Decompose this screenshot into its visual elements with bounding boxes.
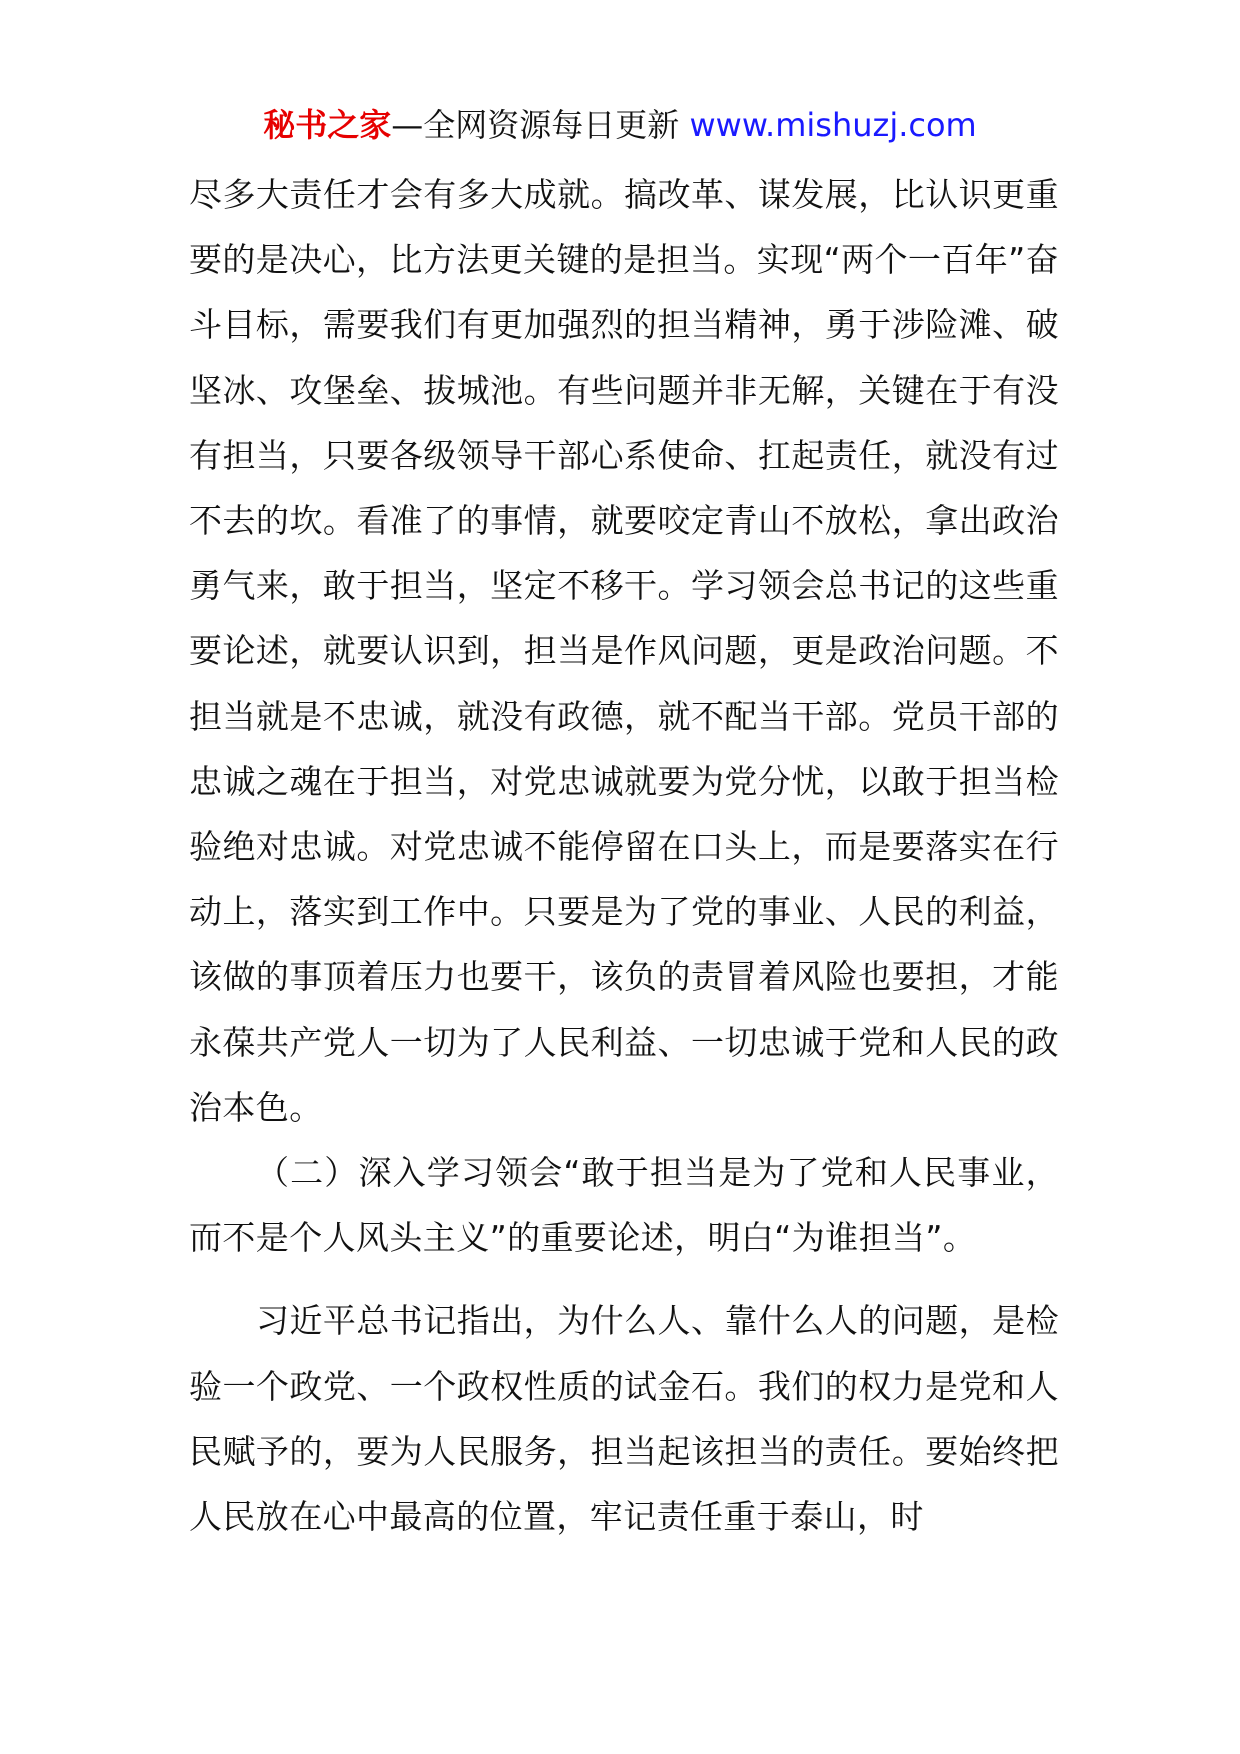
header-tagline: —全网资源每日更新 — [391, 106, 680, 144]
page-header — [0, 100, 1240, 150]
header-url-link[interactable]: www.mishuzj.com — [689, 106, 977, 144]
document-body — [189, 162, 1059, 1549]
paragraph-body: 习近平总书记指出，为什么人、靠什么人的问题，是检验一个政党、一个政权性质的试金石。我们的权力是党和人民赋予的，要为人民服务，担当起该担当的责任。要始终把人民放在心中最高的位置，牢记责任重于泰山，时 — [189, 1301, 1059, 1537]
header-brand: 秘书之家 — [263, 106, 392, 144]
section-heading-2: （二）深入学习领会“敢于担当是为了党和人民事业，而不是个人风头主义”的重要论述，明白“为谁担当”。 — [189, 1153, 1059, 1258]
paragraph-continued: 尽多大责任才会有多大成就。搞改革、谋发展，比认识更重要的是决心，比方法更关键的是担当。实现“两个一百年”奋斗目标，需要我们有更加强烈的担当精神，勇于涉险滩、破坚冰、攻堡垒、拔城池。有些问题并非无解，关键在于有没有担当，只要各级领导干部心系使命、扛起责任，就没有过不去的坎。看准了的事情，就要咬定青山不放松，拿出政治勇气来，敢于担当，坚定不移干。学习领会总书记的这些重要论述，就要认识到，担当是作风问题，更是政治问题。不担当就是不忠诚，就没有政德，就不配当干部。党员干部的忠诚之魂在于担当，对党忠诚就要为党分忧，以敢于担当检验绝对忠诚。对党忠诚不能停留在口头上，而是要落实在行动上，落实到工作中。只要是为了党的事业、人民的利益，该做的事顶着压力也要干，该负的责冒着风险也要担，才能永葆共产党人一切为了人民利益、一切忠诚于党和人民的政治本色。 — [189, 175, 1059, 1127]
